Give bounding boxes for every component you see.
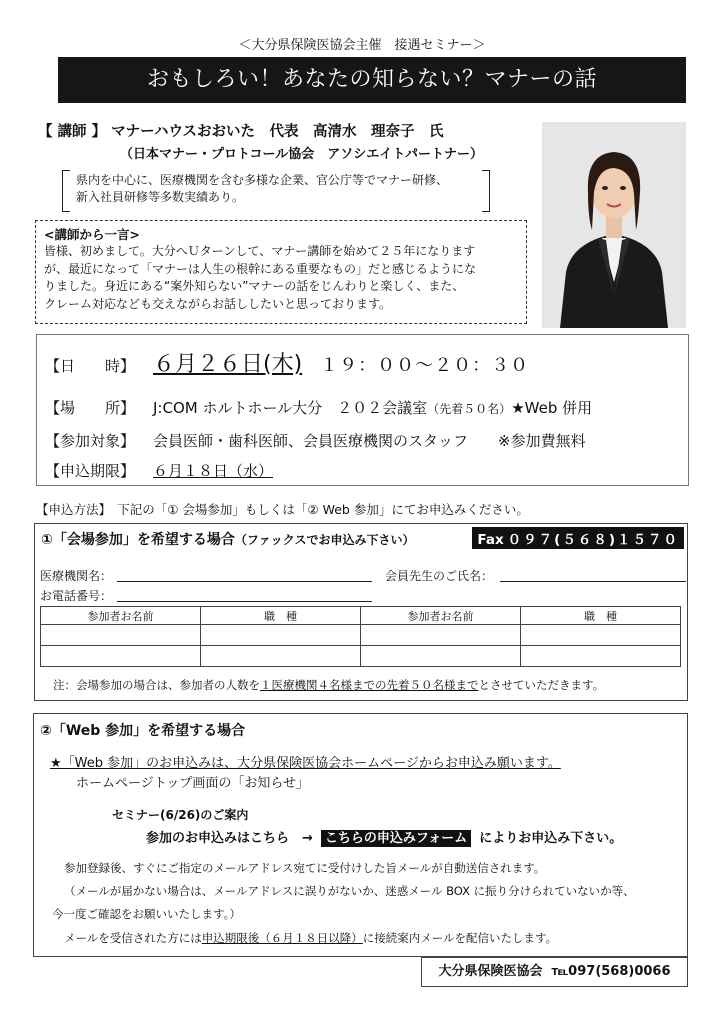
venue-heading	[41, 529, 415, 549]
table-row	[41, 625, 681, 646]
bio-line: 県内を中心に、医療機関を含む多様な企業、官公庁等でマナー研修、	[76, 173, 449, 187]
footer-org: 大分県保険医協会	[438, 964, 543, 979]
fax-number-badge	[472, 527, 684, 549]
text4-suffix: に接続案内メールを配信いたします。	[362, 931, 558, 945]
apply-method: 【申込方法】 下記の「① 会場参加」もしくは「② Web 参加」にてお申込みください。	[36, 502, 529, 517]
event-info-box	[36, 334, 689, 486]
institution-field[interactable]	[117, 581, 372, 582]
message-line: クレーム対応なども交えながらお話ししたいと思っております。	[44, 296, 392, 311]
lecturer-message	[35, 220, 527, 324]
message-line: 皆様、初めまして。大分へＵターンして、マナー講師を始めて２５年になります	[44, 244, 476, 258]
bio-line: 新入社員研修等多数実績あり。	[76, 190, 245, 204]
table-cell[interactable]	[361, 625, 521, 646]
fax-number: ０９７(５６８)１５７０	[507, 532, 679, 548]
event-date-row	[45, 347, 529, 378]
date-label: 【日 時】	[45, 357, 136, 375]
member-name-field[interactable]	[500, 581, 686, 582]
member-field-label: 会員先生のご氏名：	[385, 569, 494, 583]
table-header: 参加者お名前	[361, 607, 521, 625]
lecturer-name: マナーハウスおおいた 代表 高清水 理奈子 氏	[111, 124, 444, 140]
apply-form-button[interactable]: こちらの申込みフォーム	[321, 830, 471, 847]
web-instruction: ★「Web 参加」のお申込みは、大分県保険医協会ホームページからお申込み願います。	[50, 756, 561, 771]
message-line: りました。身近にある“案外知らない”マナーの話をじんわりと楽しく、また、	[44, 279, 465, 293]
footer-contact	[421, 957, 688, 987]
phone-field[interactable]	[117, 601, 372, 602]
web-instruction-sub: ホームページトップ画面の「お知らせ」	[76, 776, 309, 791]
venue-note	[53, 677, 604, 693]
participant-table	[40, 606, 681, 667]
text4-deadline: 申込期限後（６月１８日以降）	[201, 931, 363, 945]
event-time: １９：００〜２０：３０	[320, 355, 530, 376]
table-cell[interactable]	[201, 625, 361, 646]
table-cell[interactable]	[361, 646, 521, 667]
lecturer-bio	[62, 170, 490, 212]
bracket-right	[482, 170, 490, 212]
event-target: 会員医師・歯科医師、会員医療機関のスタッフ	[153, 432, 469, 450]
link-suffix: によりお申込み下さい。	[479, 831, 623, 846]
web-heading: ②「Web 参加」を希望する場合	[40, 723, 246, 739]
table-cell[interactable]	[41, 625, 201, 646]
table-row	[41, 646, 681, 667]
seminar-guide: セミナー(6/26)のご案内	[112, 808, 249, 822]
lecturer-name-line	[38, 120, 444, 141]
target-label: 【参加対象】	[45, 432, 136, 450]
table-header-row	[41, 607, 681, 625]
message-line: が、最近になって「マナーは人生の根幹にある重要なもの」だと感じるようにな	[44, 261, 477, 276]
table-cell[interactable]	[521, 646, 681, 667]
lecturer-tag: 【 講師 】	[38, 124, 107, 140]
event-deadline-row	[45, 460, 273, 481]
footer-tel: ℡097(568)0066	[551, 964, 671, 979]
bracket-left	[62, 170, 70, 212]
event-deadline: ６月１８日（水）	[153, 462, 274, 480]
seminar-sponsor: ＜大分県保険医協会主催 接遇セミナー＞	[238, 38, 486, 53]
note-limit: １医療機関４名様までの先着５０名様まで	[260, 678, 479, 692]
note-prefix: 注：会場参加の場合は、参加者の人数を	[53, 678, 260, 692]
page-title: おもしろい！あなたの知らない？マナーの話	[58, 57, 686, 103]
institution-field-label: 医療機関名：	[40, 569, 113, 583]
event-target-row	[45, 430, 586, 451]
deadline-label: 【申込期限】	[45, 462, 136, 480]
table-cell[interactable]	[41, 646, 201, 667]
event-place: J:COM ホルトホール大分 ２０２会議室	[153, 399, 428, 417]
note-suffix: とさせていただきます。	[478, 678, 605, 692]
web-text	[64, 930, 557, 946]
event-place-row	[45, 397, 592, 418]
web-text: （メールが届かない場合は、メールアドレスに誤りがないか、迷惑メール BOX に振り分けられていないか等、	[64, 884, 635, 898]
venue-heading-main: ①「会場参加」を希望する場合	[41, 532, 235, 548]
web-text: 今一度ご確認をお願いいたします。）	[52, 907, 241, 921]
event-capacity: （先着５０名）	[427, 402, 512, 416]
lecturer-affiliation: （日本マナー・プロトコール協会 アソシエイトパートナー）	[120, 147, 483, 162]
web-text: 参加登録後、すぐにご指定のメールアドレス宛てに受付けした旨メールが自動送信されます。	[64, 861, 546, 875]
link-prefix: 参加のお申込みはこちら →	[146, 831, 313, 846]
message-heading: <講師から一言>	[44, 227, 140, 242]
apply-link-row	[146, 827, 622, 846]
phone-field-label: お電話番号：	[40, 589, 113, 603]
text4-prefix: メールを受信された方には	[64, 931, 202, 945]
table-cell[interactable]	[521, 625, 681, 646]
web-participation-section	[33, 713, 688, 957]
event-fee: ※参加費無料	[498, 432, 586, 450]
event-date: ６月２６日(木)	[153, 352, 303, 377]
table-cell[interactable]	[201, 646, 361, 667]
venue-participation-section	[34, 523, 688, 701]
table-header: 職 種	[521, 607, 681, 625]
fax-label: Fax	[477, 532, 504, 548]
table-header: 参加者お名前	[41, 607, 201, 625]
lecturer-photo	[542, 122, 686, 328]
place-label: 【場 所】	[45, 399, 136, 417]
table-header: 職 種	[201, 607, 361, 625]
venue-heading-sub: （ファックスでお申込み下さい）	[234, 533, 415, 547]
event-web: ★Web 併用	[511, 399, 593, 417]
